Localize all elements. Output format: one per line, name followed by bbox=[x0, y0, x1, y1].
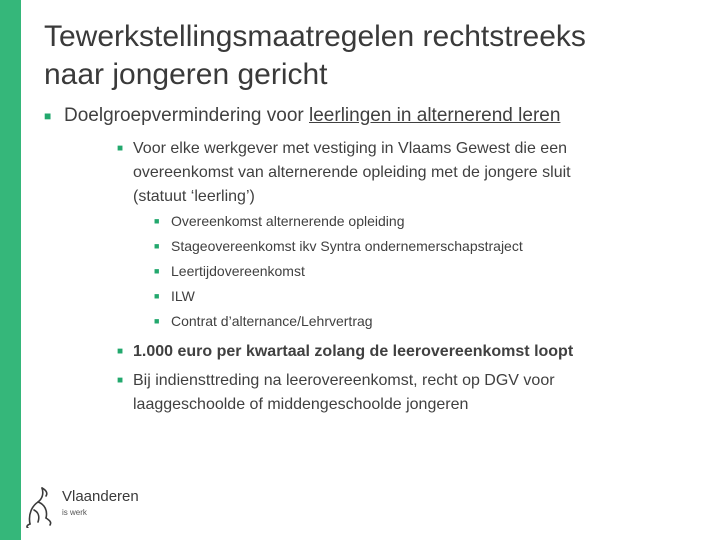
vlaanderen-logo bbox=[22, 484, 142, 528]
bullet-level1-prefix: Doelgroepvermindering voor bbox=[64, 105, 310, 126]
logo-tagline: is werk bbox=[62, 508, 87, 517]
flemish-lion-icon bbox=[22, 484, 58, 528]
list-item bbox=[154, 209, 691, 234]
list-item-label: Contrat d’alternance/Lehrvertrag bbox=[171, 313, 373, 329]
list-item-label: Leertijdovereenkomst bbox=[171, 263, 305, 279]
bullet-level2-a-line2: overeenkomst van alternerende opleiding met de jongere sluit bbox=[133, 164, 571, 181]
title-line-2: naar jongeren gericht bbox=[44, 58, 328, 91]
logo-name: Vlaanderen bbox=[62, 488, 139, 505]
bullet-level2-c bbox=[117, 369, 693, 417]
bullet-level1 bbox=[44, 104, 702, 128]
list-item-label: Stageovereenkomst ikv Syntra ondernemerschapstraject bbox=[171, 238, 523, 254]
slide-title bbox=[44, 18, 704, 94]
square-bullet-icon: ■ bbox=[154, 241, 160, 251]
bullet-level2-c-line1: Bij indiensttreding na leerovereenkomst, recht op DGV voor bbox=[133, 372, 555, 389]
square-bullet-icon: ■ bbox=[117, 143, 124, 154]
bullet-level2-a-line3: (statuut ‘leerling’) bbox=[133, 188, 255, 205]
bullet-level2-b-text: 1.000 euro per kwartaal zolang de leerovereenkomst loopt bbox=[133, 343, 574, 360]
square-bullet-icon: ■ bbox=[117, 375, 124, 386]
bullet-level2-c-line2: laaggeschoolde of middengeschoolde jongeren bbox=[133, 396, 469, 413]
list-item-label: ILW bbox=[171, 288, 195, 304]
list-item bbox=[154, 234, 691, 259]
list-item-label: Overeenkomst alternerende opleiding bbox=[171, 213, 405, 229]
bullet-level1-underlined: leerlingen in alternerend leren bbox=[309, 105, 561, 126]
accent-bar bbox=[0, 0, 21, 540]
list-item bbox=[154, 284, 691, 309]
square-bullet-icon: ■ bbox=[154, 266, 160, 276]
square-bullet-icon: ■ bbox=[154, 216, 160, 226]
bullet-level3-list bbox=[154, 209, 691, 334]
list-item bbox=[154, 259, 691, 284]
bullet-level2-b bbox=[117, 340, 693, 364]
square-bullet-icon: ■ bbox=[154, 291, 160, 301]
list-item bbox=[154, 309, 691, 334]
square-bullet-icon: ■ bbox=[117, 346, 124, 357]
bullet-level2-a-line1: Voor elke werkgever met vestiging in Vlaams Gewest die een bbox=[133, 140, 567, 157]
square-bullet-icon: ■ bbox=[44, 109, 52, 123]
square-bullet-icon: ■ bbox=[154, 316, 160, 326]
title-line-1: Tewerkstellingsmaatregelen rechtstreeks bbox=[44, 20, 586, 53]
bullet-level2-a bbox=[117, 137, 693, 209]
